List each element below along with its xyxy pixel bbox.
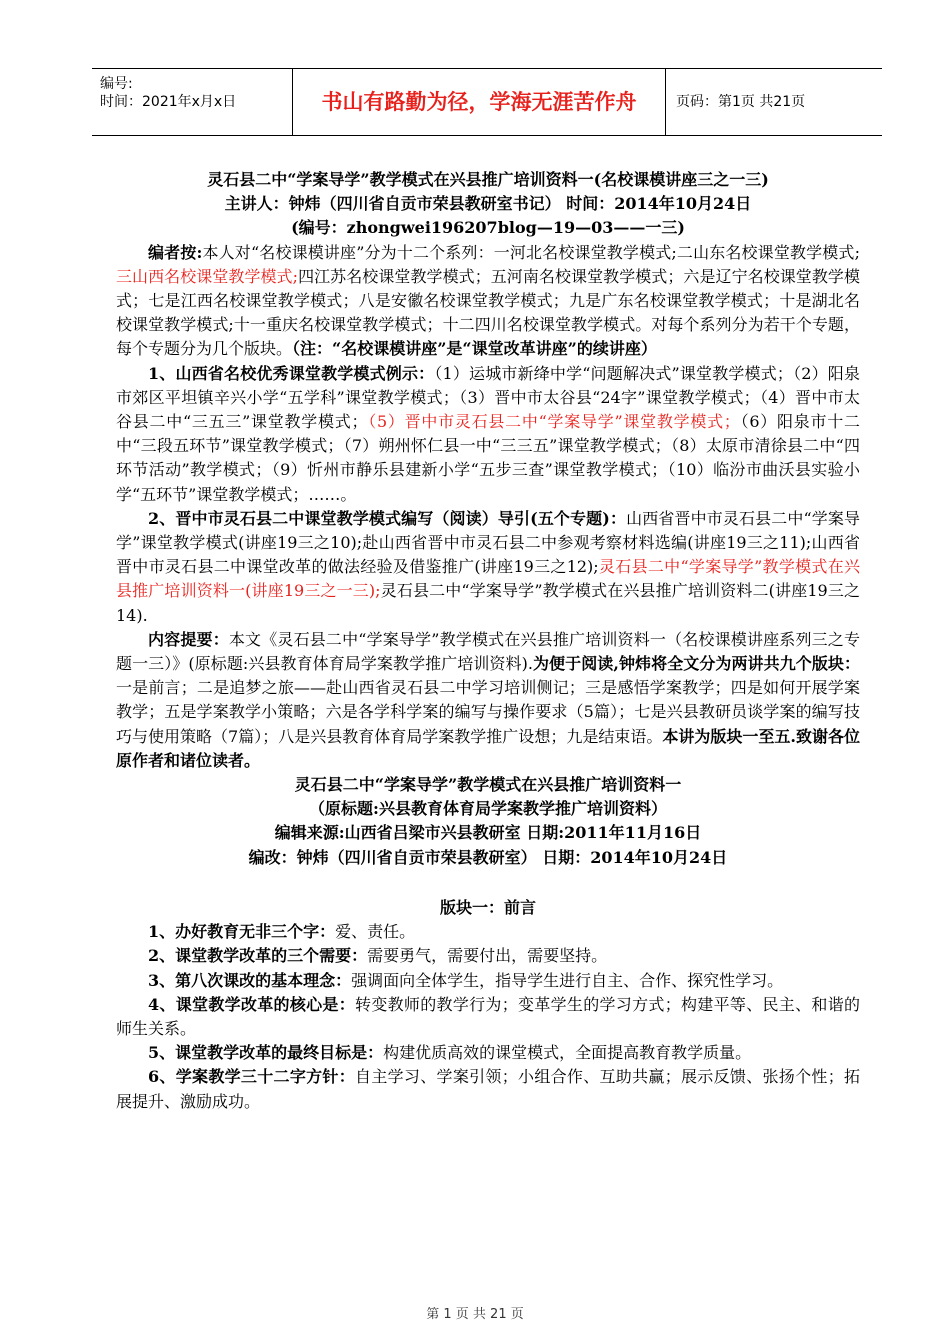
header-motto-cell <box>293 69 666 135</box>
summary-label: 内容提要： <box>148 629 229 649</box>
section2-text-b: 灵石县二中“学案导学”教学模式在兴县推广培训资料二(讲座19三之14). <box>116 581 860 625</box>
section1-text-a: （1）运城市新绛中学“问题解决式”课堂教学模式；（2）阳泉市郊区平坦镇辛兴小学“五学科”课堂教学模式；（3）晋中市太谷县“24字”课堂教学模式；（4）晋中市太谷县二中“三五三”课堂教学模式； <box>116 363 860 432</box>
block1-heading: 版块一：前言 <box>439 897 536 917</box>
list-item-text: 自主学习、学案引领；小组合作、互助共赢；展示反馈、张扬个性；拓展提升、激励成功。 <box>116 1067 860 1111</box>
list-item <box>116 993 860 1041</box>
editor-note-text-a: 本人对“名校课模讲座”分为十二个系列：一河北名校课堂教学模式;二山东名校课堂教学模式; <box>202 242 860 262</box>
list-item <box>116 1065 860 1113</box>
source-title-line4: 编改：钟炜（四川省自贡市荣县教研室） 日期：2014年10月24日 <box>248 847 728 867</box>
section1-highlight: （5）晋中市灵石县二中“学案导学”课堂教学模式； <box>367 412 740 432</box>
list-item <box>116 944 860 968</box>
header-meta-cell <box>92 69 293 135</box>
list-item-label: 6、学案教学三十二字方针： <box>148 1067 356 1087</box>
page-header <box>92 68 882 136</box>
header-page-number: 页码：第1页 共21页 <box>676 94 806 110</box>
source-title-line2: （原标题:兴县教育体育局学案教学推广培训资料） <box>309 799 667 819</box>
section1-heading: 1、山西省名校优秀课堂教学模式例示： <box>148 363 435 383</box>
list-item-text: 强调面向全体学生，指导学生进行自主、合作、探究性学习。 <box>351 970 784 990</box>
list-item-label: 5、课堂教学改革的最终目标是： <box>148 1043 384 1063</box>
header-motto: 书山有路勤为径，学海无涯苦作舟 <box>321 90 637 114</box>
summary-text-a: 本文《灵石县二中“学案导学”教学模式在兴县推广培训资料一（名校课模讲座系列三之专题一三）》(原标题:兴县教育体育局学案教学推广培训资料). <box>116 629 860 674</box>
doc-title-line1: 灵石县二中“学案导学”教学模式在兴县推广培训资料一(名校课模讲座三之一三) <box>207 170 769 189</box>
list-item-label: 3、第八次课改的基本理念： <box>148 970 352 990</box>
summary-text-b: 一是前言；二是追梦之旅——赴山西省灵石县二中学习培训侧记；三是感悟学案教学；四是如何开展学案教学；五是学案教学小策略；六是各学科学案的编写与操作要求（5篇）；七是兴县教研员谈学案的编写技巧与使用策略（7篇）；八是兴县教育体育局学案教学推广设想；九是结束语。 <box>116 678 860 746</box>
editor-note-highlight: 三山西名校课堂教学模式; <box>116 266 299 286</box>
section2-paragraph <box>116 507 860 628</box>
editor-note-remark: （注：“名校课模讲座”是“课堂改革讲座”的续讲座） <box>292 339 657 359</box>
list-item <box>116 1041 860 1065</box>
section2-heading: 2、晋中市灵石县二中课堂教学模式编写（阅读）导引(五个专题)： <box>148 508 627 528</box>
document-number-label: 编号: <box>100 76 133 92</box>
section1-text-b: （6）阳泉市十二中“三段五环节”课堂教学模式；（7）朔州怀仁县一中“三三五”课堂教学模式；（8）太原市清徐县二中“四环节活动”教学模式；（9）忻州市静乐县建新小学“五步三查”课堂教学模式；（10）临汾市曲沃县实验小学“五环节”课堂教学模式；……。 <box>116 412 860 504</box>
header-page-cell <box>666 69 882 135</box>
list-item-text: 爱、责任。 <box>335 922 416 942</box>
section2-highlight: 灵石县二中“学案导学”教学模式在兴县推广培训资料一(讲座19三之一三); <box>116 557 860 601</box>
summary-paragraph <box>116 628 860 773</box>
list-item-label: 2、课堂教学改革的三个需要： <box>148 946 368 966</box>
source-title-line1: 灵石县二中“学案导学”教学模式在兴县推广培训资料一 <box>294 775 682 795</box>
document-time-label: 时间：2021年x月x日 <box>100 94 237 110</box>
section2-text-a: 山西省晋中市灵石县二中“学案导学”课堂教学模式(讲座19三之10);赴山西省晋中市灵石县二中参观考察材料选编(讲座19三之11);山西省晋中市灵石县二中课堂改革的做法经验及借鉴推广(讲座19三之12); <box>116 508 860 577</box>
editor-note-text-b: 四江苏名校课堂教学模式；五河南名校课堂教学模式；六是辽宁名校课堂教学模式；七是江西名校课堂教学模式；八是安徽名校课堂教学模式；九是广东名校课堂教学模式；十是湖北名校课堂教学模式;十一重庆名校课堂教学模式；十二四川名校课堂教学模式。对每个系列分为若干个专题，每个专题分为几个版块。 <box>116 266 860 359</box>
section-spacer <box>116 870 860 896</box>
list-item-label: 4、课堂教学改革的核心是： <box>148 994 356 1014</box>
editor-note-label: 编者按: <box>148 242 203 262</box>
page-footer: 第 1 页 共 21 页 <box>426 1307 524 1322</box>
document-body <box>116 168 860 1114</box>
list-item-label: 1、办好教育无非三个字： <box>148 922 336 942</box>
summary-bold-a: 为便于阅读,钟炜将全文分为两讲共九个版块： <box>532 654 860 674</box>
list-item-text: 构建优质高效的课堂模式，全面提高教育教学质量。 <box>383 1043 752 1063</box>
list-item-text: 需要勇气，需要付出，需要坚持。 <box>367 946 608 966</box>
source-title-line3: 编辑来源:山西省吕梁市兴县教研室 日期:2011年11月16日 <box>274 823 702 843</box>
list-item-text: 转变教师的教学行为；变革学生的学习方式；构建平等、民主、和谐的师生关系。 <box>116 994 860 1038</box>
section1-paragraph <box>116 362 860 507</box>
doc-title-line3: (编号：zhongwei196207blog—19—03——一三) <box>291 218 685 238</box>
summary-bold-b: 本讲为版块一至五.致谢各位原作者和诸位读者。 <box>116 726 860 770</box>
list-item <box>116 969 860 993</box>
editor-note-paragraph <box>116 241 860 362</box>
doc-title-line2: 主讲人：钟炜（四川省自贡市荣县教研室书记） 时间：2014年10月24日 <box>224 194 752 214</box>
list-item <box>116 920 860 944</box>
